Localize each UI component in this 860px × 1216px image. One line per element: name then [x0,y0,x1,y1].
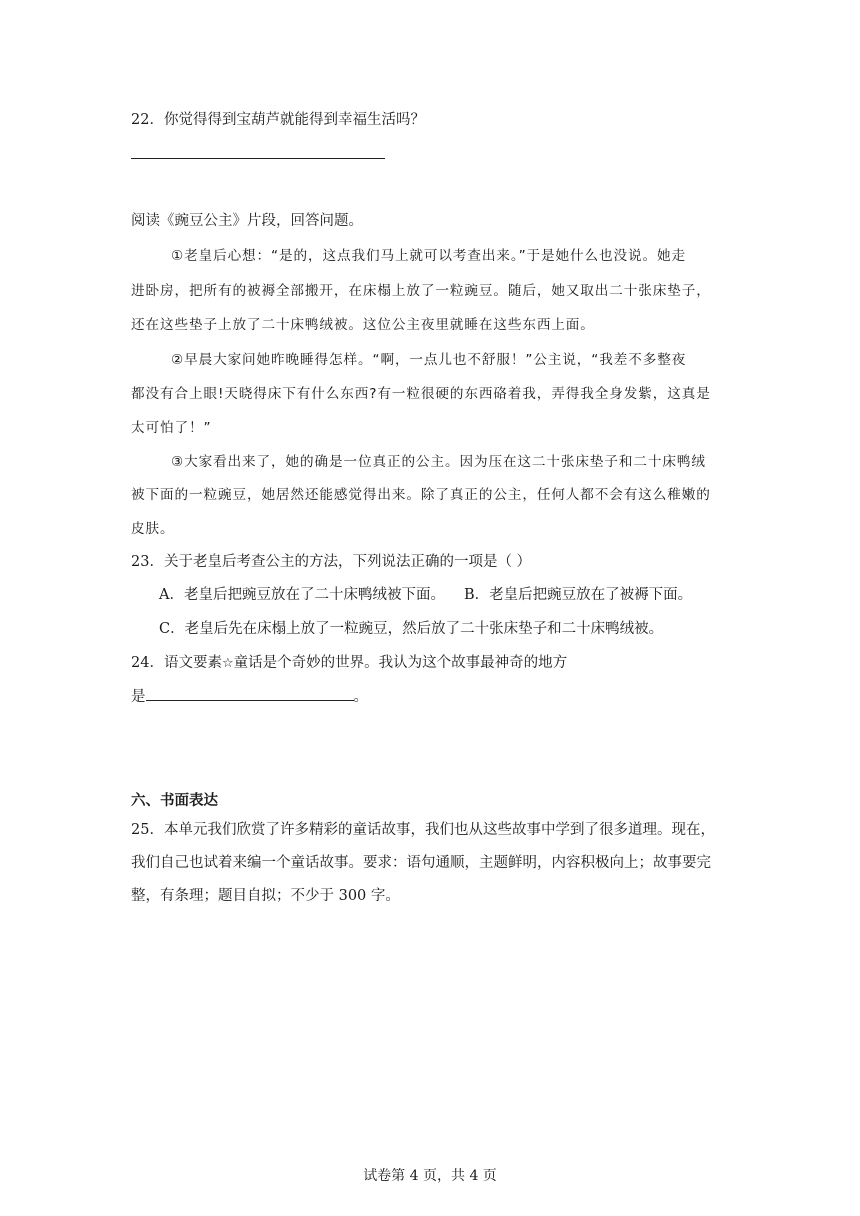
page-footer: 试卷第 4 页，共 4 页 [363,1168,497,1184]
star-icon: ☆ [221,656,234,671]
passage-p3-line-1: ③大家看出来了，她的确是一位真正的公主。因为压在这二十张床垫子和二十床鸭绒 [171,454,706,470]
question-24-line2-suffix: 。 [353,689,368,705]
question-24-prompt: 童话是个奇妙的世界。我认为这个故事最神奇的地方 [233,655,568,671]
question-23-option-c[interactable]: C．老皇后先在床榻上放了一粒豌豆，然后放了二十张床垫子和二十床鸭绒被。 [159,621,664,637]
passage-p3-line-3: 皮肤。 [131,521,175,537]
question-24-line2-prefix: 是 [131,689,146,705]
question-24-prefix: 24．语文要素 [131,655,222,671]
question-25-line-3: 整，有条理；题目自拟；不少于 300 字。 [131,888,400,904]
passage-p2-line-3: 太可怕了！” [131,420,212,436]
question-25-line-1: 25．本单元我们欣赏了许多精彩的童话故事，我们也从这些故事中学到了很多道理。现在， [131,822,715,838]
question-24-line-1 [131,653,567,674]
question-23-option-a[interactable]: A．老皇后把豌豆放在了二十床鸭绒被下面。 [159,587,445,603]
reading-intro: 阅读《豌豆公主》片段，回答问题。 [131,213,363,229]
question-22: 22．你觉得得到宝葫芦就能得到幸福生活吗？ [131,112,425,128]
passage-p1-line-1: ①老皇后心想：“是的，这点我们马上就可以考查出来。”于是她什么也没说。她走 [171,248,686,264]
answer-blank-24[interactable] [146,686,354,701]
passage-p1-line-3: 还在这些垫子上放了二十床鸭绒被。这位公主夜里就睡在这些东西上面。 [131,317,595,333]
passage-p1-line-2: 进卧房，把所有的被褥全部搬开，在床榻上放了一粒豌豆。随后，她又取出二十张床垫子， [131,283,711,299]
passage-p2-line-1: ②早晨大家问她昨晚睡得怎样。“啊，一点儿也不舒服！”公主说，“我差不多整夜 [171,352,687,368]
question-25-line-2: 我们自己也试着来编一个童话故事。要求：语句通顺，主题鲜明，内容积极向上；故事要完 [131,855,711,871]
passage-p3-line-2: 被下面的一粒豌豆，她居然还能感觉得出来。除了真正的公主，任何人都不会有这么稚嫩的 [131,487,711,503]
question-23-stem: 23．关于老皇后考查公主的方法，下列说法正确的一项是（ ） [131,554,532,570]
question-23-option-b[interactable]: B．老皇后把豌豆放在了被褥下面。 [464,587,693,603]
answer-line-22[interactable] [131,158,385,159]
passage-p2-line-2: 都没有合上眼!天晓得床下有什么东西?有一粒很硬的东西硌着我，弄得我全身发紫，这真是 [131,386,711,402]
section-6-heading: 六、书面表达 [131,792,218,809]
question-24-line-2 [131,686,368,707]
